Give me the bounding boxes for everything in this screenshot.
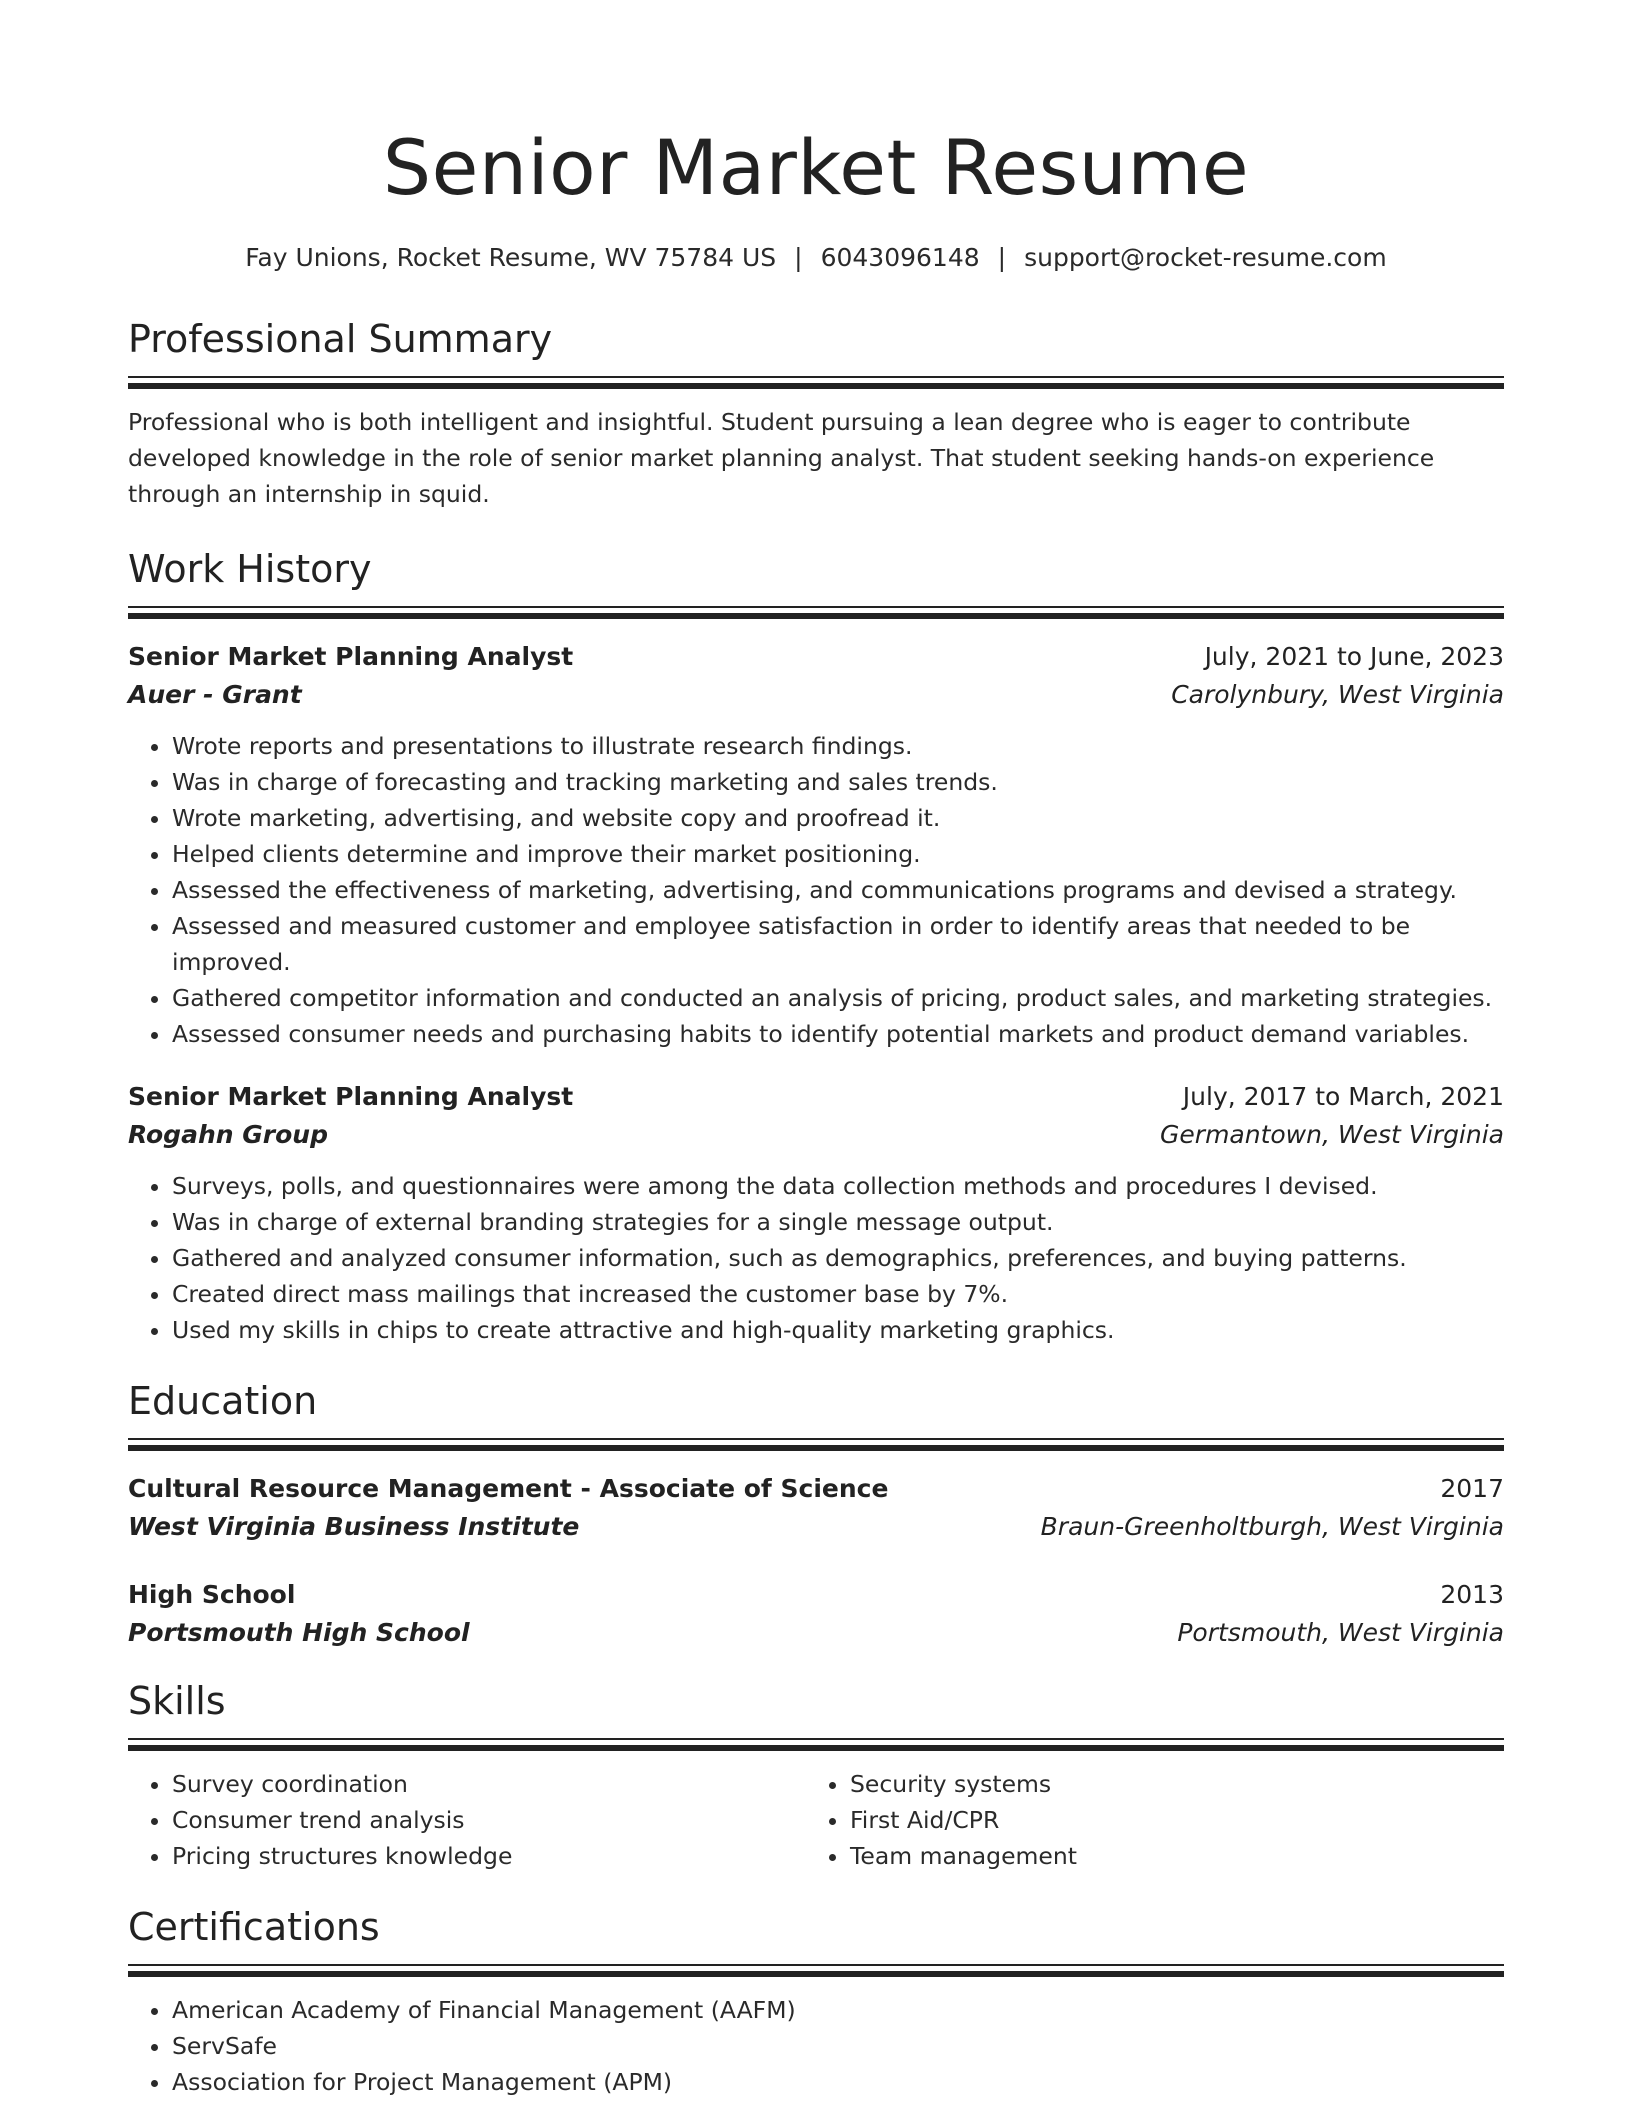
section-divider: [128, 376, 1504, 390]
contact-separator: |: [794, 243, 803, 272]
contact-line: [128, 240, 1504, 276]
job-bullet: • Gathered and analyzed consumer information, such as demographics, preferences, and buying patterns.: [172, 1240, 1504, 1276]
skill-item: • First Aid/CPR: [850, 1802, 1484, 1838]
section-heading-certifications: Certifications: [128, 1905, 380, 1949]
job-bullets: [128, 728, 1504, 1052]
section-heading-education: Education: [128, 1379, 318, 1423]
contact-separator: |: [997, 243, 1007, 272]
contact-address: Fay Unions, Rocket Resume, WV 75784 US: [245, 243, 777, 272]
job-bullet: • Surveys, polls, and questionnaires were among the data collection methods and procedures I devised.: [172, 1168, 1504, 1204]
job-bullet: • Assessed consumer needs and purchasing habits to identify potential markets and product demand variables.: [172, 1016, 1504, 1052]
job-bullet: • Assessed the effectiveness of marketing, advertising, and communications programs and devised a strategy.: [172, 872, 1504, 908]
job-company: Rogahn Group: [128, 1120, 328, 1149]
resume-page: [128, 0, 1504, 2100]
job-dates: July, 2017 to March, 2021: [1182, 1082, 1504, 1111]
education-year: 2013: [1440, 1580, 1504, 1609]
contact-email: support@rocket-resume.com: [1024, 243, 1387, 272]
job-bullet: • Wrote marketing, advertising, and website copy and proofread it.: [172, 800, 1504, 836]
education-degree: Cultural Resource Management - Associate of Science: [128, 1474, 889, 1503]
certification-item: • American Academy of Financial Management (AAFM): [172, 1992, 1504, 2028]
certification-item: • Association for Project Management (APM): [172, 2064, 1504, 2100]
job-title: Senior Market Planning Analyst: [128, 1082, 574, 1111]
job-bullet: • Used my skills in chips to create attractive and high-quality marketing graphics.: [172, 1312, 1504, 1348]
section-divider: [128, 1738, 1504, 1752]
job-bullet: • Helped clients determine and improve their market positioning.: [172, 836, 1504, 872]
education-entry: [128, 1470, 1504, 1546]
skill-item: • Consumer trend analysis: [172, 1802, 806, 1838]
contact-phone: 6043096148: [820, 243, 980, 272]
job-location: Carolynbury, West Virginia: [1171, 680, 1504, 709]
section-divider: [128, 606, 1504, 620]
education-year: 2017: [1440, 1474, 1504, 1503]
skills-list: [806, 1766, 1484, 1874]
section-divider: [128, 1438, 1504, 1452]
education-school: West Virginia Business Institute: [128, 1512, 580, 1541]
education-location: Portsmouth, West Virginia: [1177, 1618, 1504, 1647]
skills-grid: [128, 1766, 1504, 1874]
summary-text: Professional who is both intelligent and insightful. Student pursuing a lean degree who is eager to contribute developed knowledge in the role of senior market planning analyst. That student seeking hands-on experience through an internship in squid.: [128, 408, 1435, 508]
job-entry: [128, 638, 1504, 1052]
job-title: Senior Market Planning Analyst: [128, 642, 574, 671]
education-section: [128, 1376, 1504, 1652]
job-bullet: • Was in charge of forecasting and tracking marketing and sales trends.: [172, 764, 1504, 800]
job-bullet: • Was in charge of external branding strategies for a single message output.: [172, 1204, 1504, 1240]
education-school: Portsmouth High School: [128, 1618, 470, 1647]
section-heading-work: Work History: [128, 547, 372, 591]
certifications-list: [128, 1992, 1504, 2100]
education-entry: [128, 1576, 1504, 1652]
section-heading-summary: Professional Summary: [128, 317, 553, 361]
job-bullet: • Gathered competitor information and conducted an analysis of pricing, product sales, and marketing strategies.: [172, 980, 1504, 1016]
skills-column-left: [128, 1766, 806, 1874]
job-company: Auer - Grant: [128, 680, 302, 709]
skill-item: • Pricing structures knowledge: [172, 1838, 806, 1874]
certifications-section: [128, 1902, 1504, 2100]
job-location: Germantown, West Virginia: [1160, 1120, 1504, 1149]
job-entry: [128, 1078, 1504, 1348]
skills-list: [128, 1766, 806, 1874]
job-bullet: • Wrote reports and presentations to illustrate research findings.: [172, 728, 1504, 764]
skills-section: [128, 1676, 1504, 1874]
job-dates: July, 2021 to June, 2023: [1204, 642, 1504, 671]
skill-item: • Security systems: [850, 1766, 1484, 1802]
skill-item: • Survey coordination: [172, 1766, 806, 1802]
section-heading-skills: Skills: [128, 1679, 226, 1723]
job-bullet: • Created direct mass mailings that increased the customer base by 7%.: [172, 1276, 1504, 1312]
skill-item: • Team management: [850, 1838, 1484, 1874]
section-divider: [128, 1964, 1504, 1978]
work-section: [128, 544, 1504, 1348]
skills-column-right: [806, 1766, 1484, 1874]
certification-item: • ServSafe: [172, 2028, 1504, 2064]
education-location: Braun-Greenholtburgh, West Virginia: [1040, 1512, 1504, 1541]
education-degree: High School: [128, 1580, 296, 1609]
summary-section: [128, 314, 1504, 512]
job-bullet: • Assessed and measured customer and employee satisfaction in order to identify areas that needed to be improved.: [172, 908, 1504, 980]
job-bullets: [128, 1168, 1504, 1348]
resume-title: Senior Market Resume: [382, 123, 1250, 212]
